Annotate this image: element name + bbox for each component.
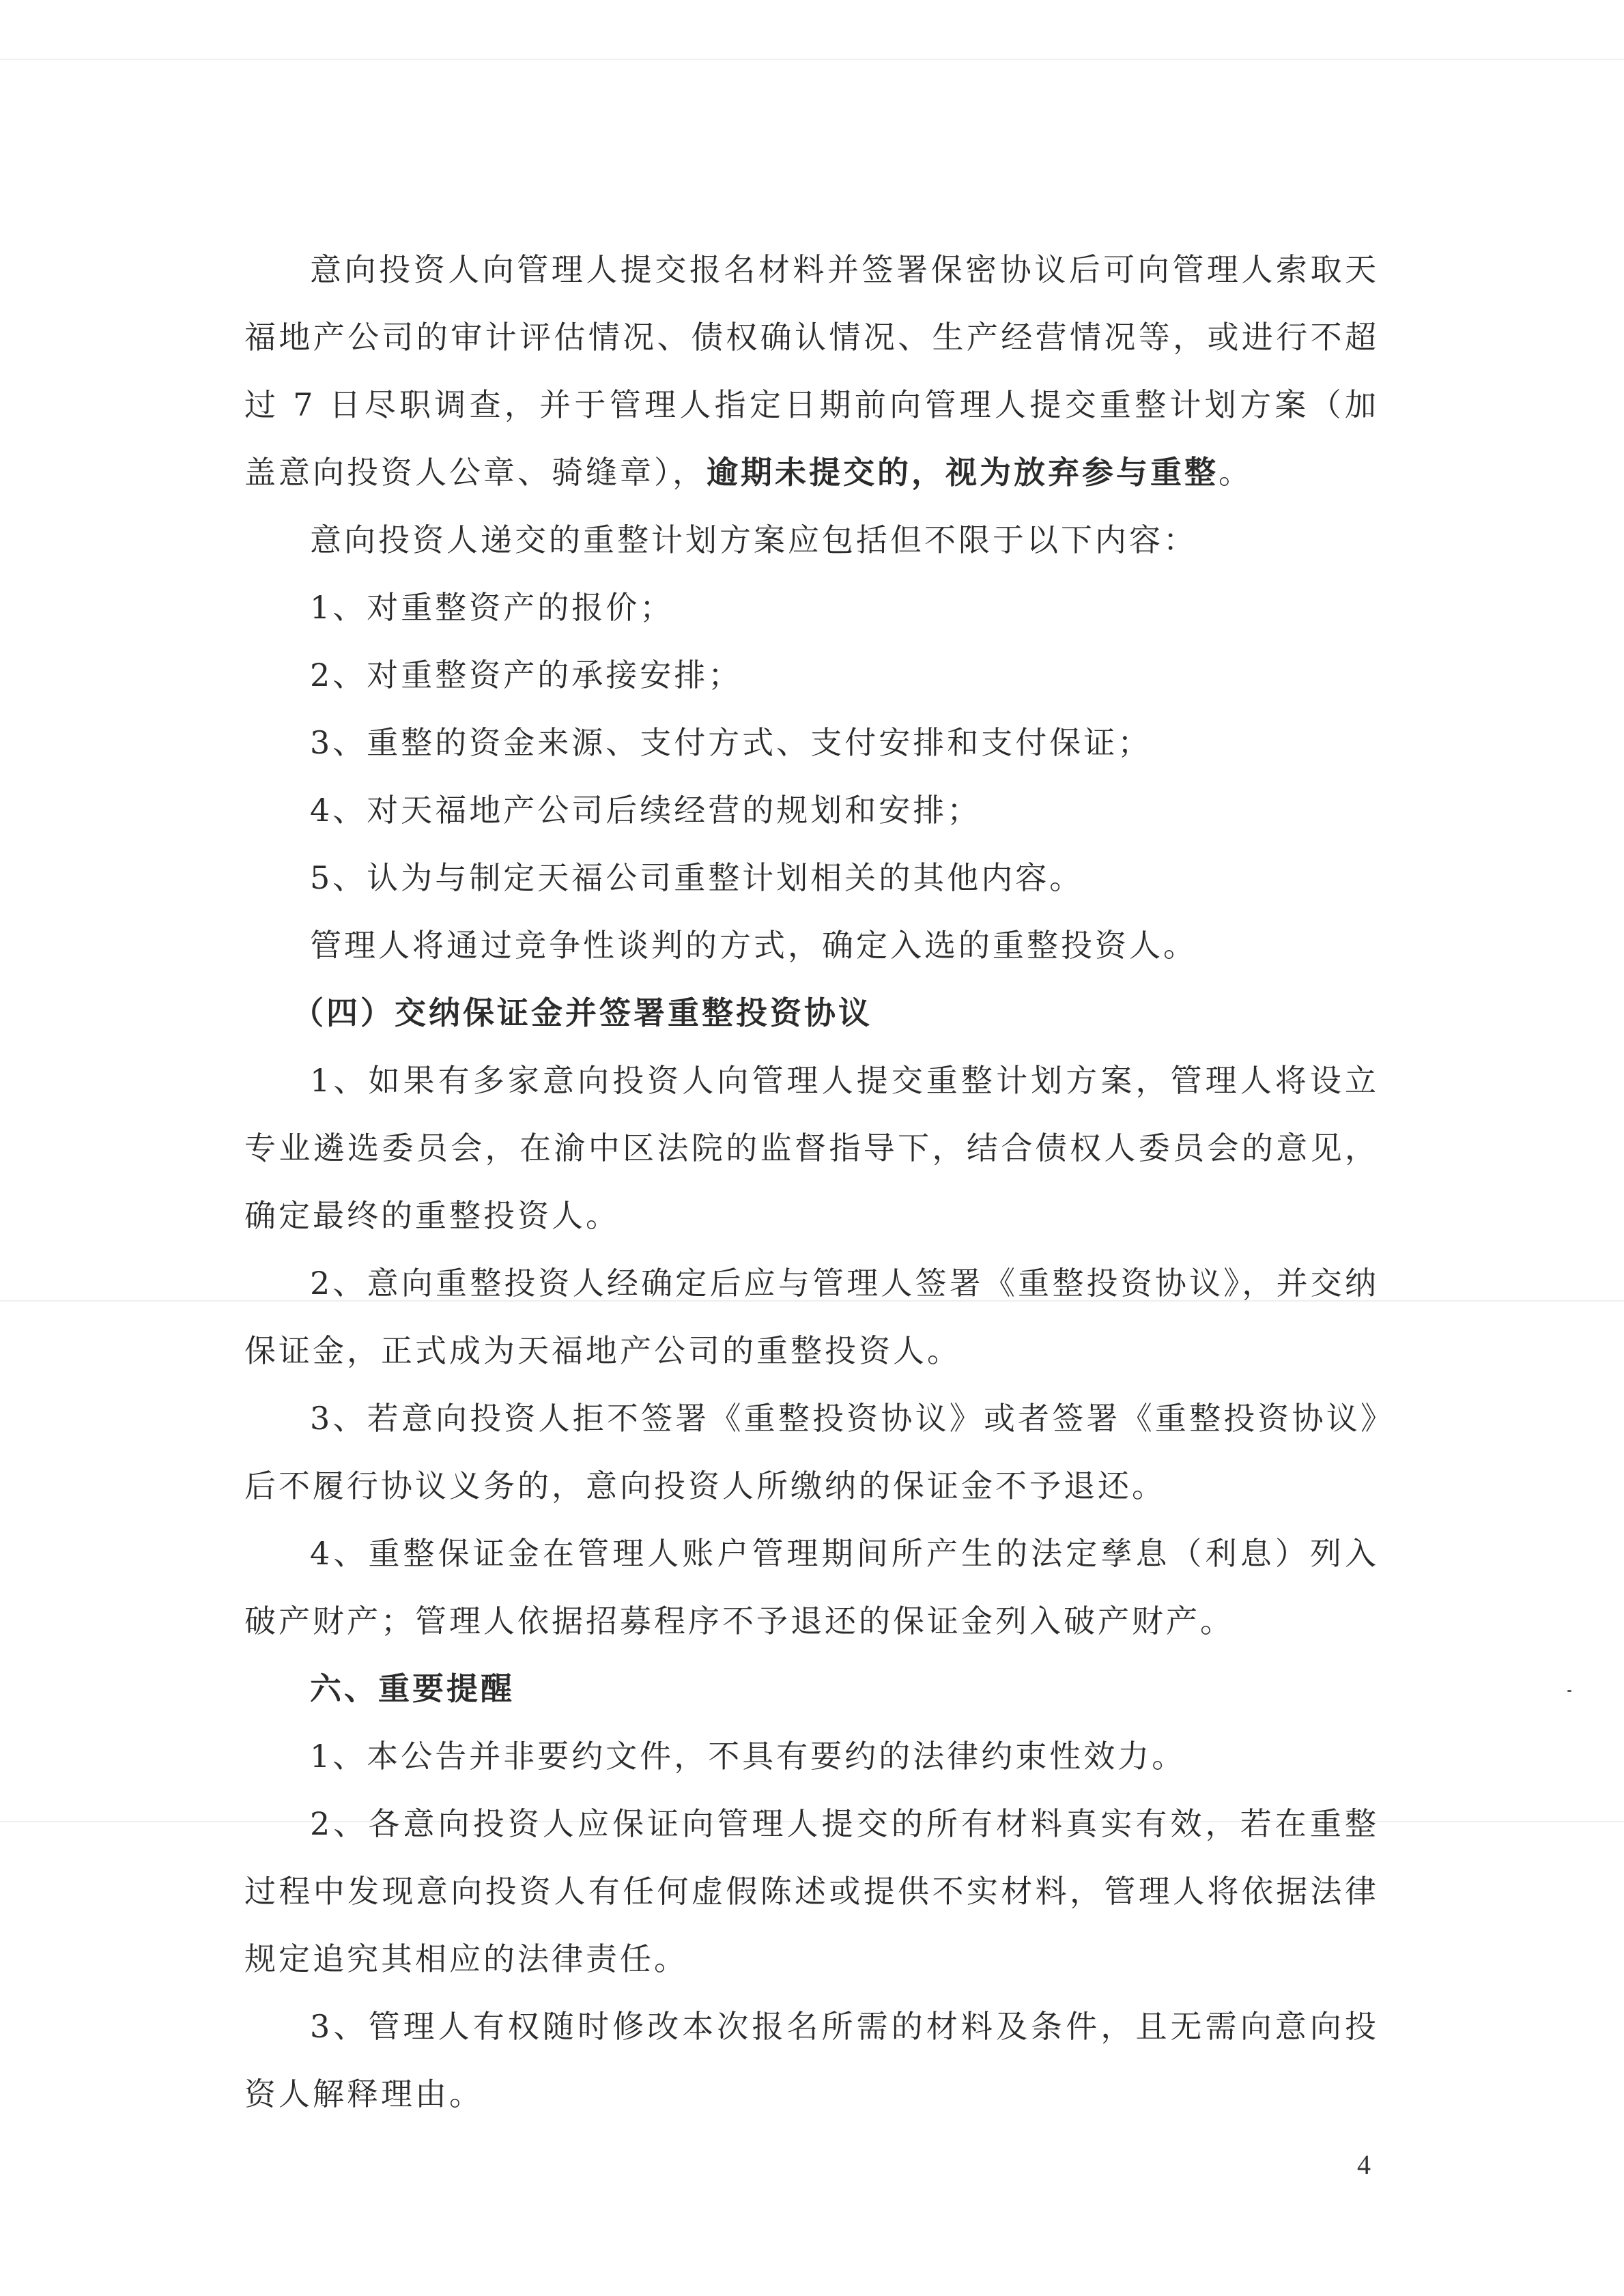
paragraph-sign-agreement: 2、意向重整投资人经确定后应与管理人签署《重整投资协议》，并交纳保证金，正式成为天福地产公司的重整投资人。 (244, 1265, 1379, 1369)
paragraph-truthfulness: 2、各意向投资人应保证向管理人提交的所有材料真实有效，若在重整过程中发现意向投资人有任何虚假陈述或提供不实材料，管理人将依据法律规定追究其相应的法律责任。 (244, 1805, 1379, 1977)
paragraph-interest: 4、重整保证金在管理人账户管理期间所产生的法定孳息（利息）列入破产财产；管理人依据招募程序不予退还的保证金列入破产财产。 (244, 1535, 1379, 1639)
paragraph-text: 意向投资人向管理人提交报名材料并签署保密协议后可向管理人索取天福地产公司的审计评估情况、债权确认情况、生产经营情况等，或进行不超过 7 日尽职调查，并于管理人指定日期前向管理人提交重整计划方案（加盖意向投资人公章、骑缝章）， (244, 251, 1379, 491)
list-item: 3、重整的资金来源、支付方式、支付安排和支付保证； (310, 724, 1152, 761)
section-heading-reminders: 六、重要提醒 (310, 1670, 515, 1707)
paragraph-selection-committee: 1、如果有多家意向投资人向管理人提交重整计划方案，管理人将设立专业遴选委员会，在渝中区法院的监督指导下，结合债权人委员会的意见，确定最终的重整投资人。 (244, 1062, 1379, 1234)
paragraph-not-offer: 1、本公告并非要约文件，不具有要约的法律约束性效力。 (310, 1738, 1186, 1775)
paragraph-modification-right: 3、管理人有权随时修改本次报名所需的材料及条件，且无需向意向投资人解释理由。 (244, 2008, 1379, 2112)
paragraph-refusal: 3、若意向投资人拒不签署《重整投资协议》或者签署《重整投资协议》后不履行协议义务的，意向投资人所缴纳的保证金不予退还。 (244, 1400, 1379, 1504)
list-item: 4、对天福地产公司后续经营的规划和安排； (310, 792, 982, 829)
paragraph-tail: 。 (1219, 454, 1253, 491)
page-number: 4 (1357, 2149, 1371, 2180)
paragraph-plan-contents: 意向投资人递交的重整计划方案应包括但不限于以下内容： (310, 521, 1197, 558)
document-body (244, 236, 1379, 2128)
paragraph-due-diligence (244, 236, 1379, 506)
scan-speck (1567, 1690, 1571, 1692)
bold-warning-text: 逾期未提交的，视为放弃参与重整 (707, 454, 1219, 491)
list-item: 2、对重整资产的承接安排； (310, 657, 743, 693)
list-item: 5、认为与制定天福公司重整计划相关的其他内容。 (310, 859, 1084, 896)
scan-artifact-line (0, 59, 1624, 60)
section-heading-deposit: （四）交纳保证金并签署重整投资协议 (292, 994, 872, 1031)
list-item: 1、对重整资产的报价； (310, 589, 674, 626)
paragraph-negotiation: 管理人将通过竞争性谈判的方式，确定入选的重整投资人。 (310, 927, 1197, 964)
